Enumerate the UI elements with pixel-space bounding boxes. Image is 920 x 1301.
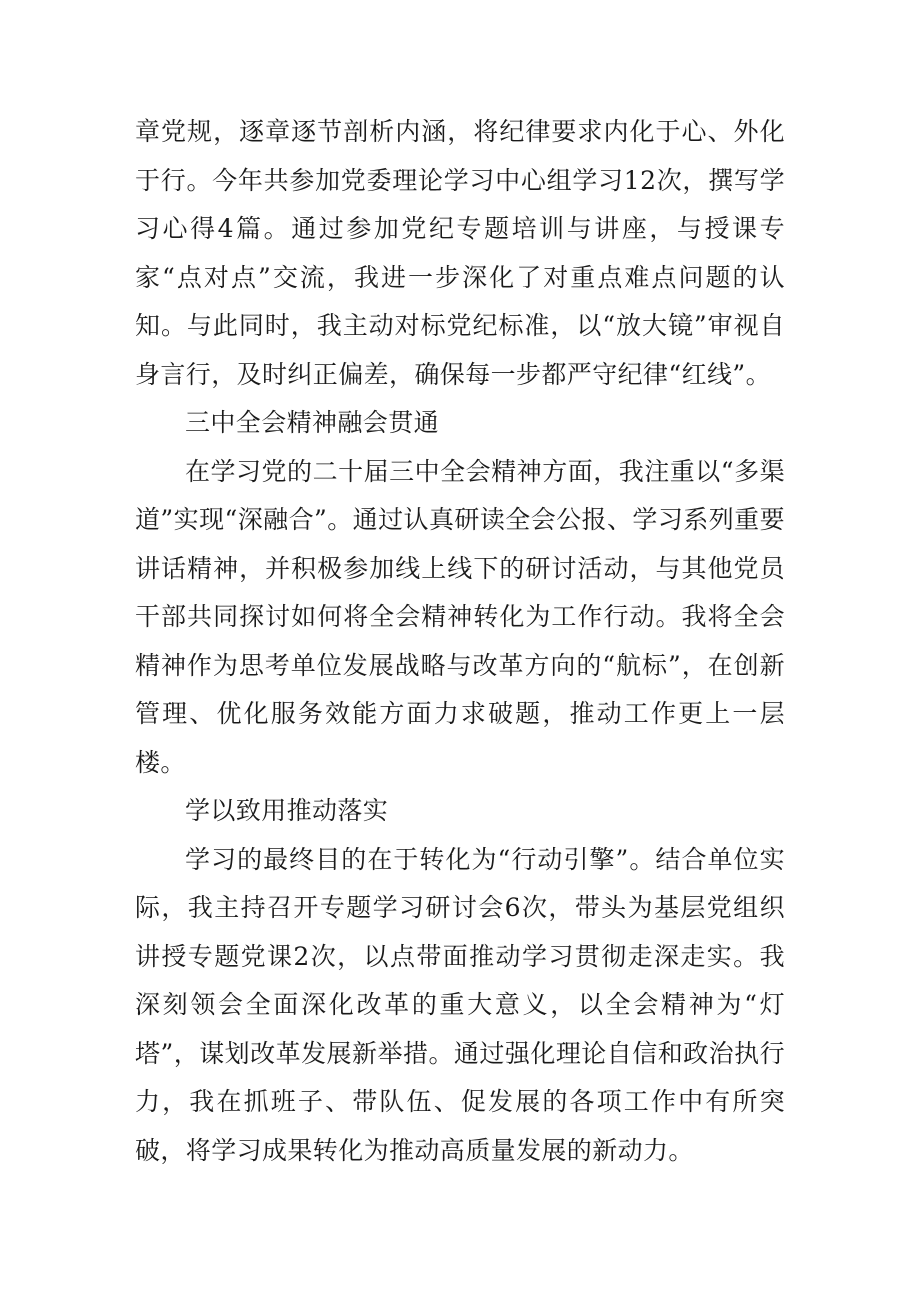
paragraph-plenum-spirit: 在学习党的二十届三中全会精神方面，我注重以“多渠道”实现“深融合”。通过认真研读全会公报、学习系列重要讲话精神，并积极参加线上线下的研讨活动，与其他党员干部共同探讨如何将全会精神转化为工作行动。我将全会精神作为思考单位发展战略与改革方向的“航标”，在创新管理、优化服务效能方面力求破题，推动工作更上一层楼。	[135, 456, 785, 777]
section-heading-apply-learning: 学以致用推动落实	[185, 796, 389, 825]
paragraph-discipline-study: 章党规，逐章逐节剖析内涵，将纪律要求内化于心、外化于行。今年共参加党委理论学习中心组学习12次，撰写学习心得4篇。通过参加党纪专题培训与讲座，与授课专家“点对点”交流，我进一步深化了对重点难点问题的认知。与此同时，我主动对标党纪标准，以“放大镜”审视自身言行，及时纠正偏差，确保每一步都严守纪律“红线”。	[135, 117, 785, 389]
document-body	[135, 108, 785, 1175]
paragraph-apply-learning: 学习的最终目的在于转化为“行动引擎”。结合单位实际，我主持召开专题学习研讨会6次，带头为基层党组织讲授专题党课2次，以点带面推动学习贯彻走深走实。我深刻领会全面深化改革的重大意义，以全会精神为“灯塔”，谋划改革发展新举措。通过强化理论自信和政治执行力，我在抓班子、带队伍、促发展的各项工作中有所突破，将学习成果转化为推动高质量发展的新动力。	[135, 844, 785, 1165]
section-heading-plenum-spirit: 三中全会精神融会贯通	[185, 408, 440, 437]
